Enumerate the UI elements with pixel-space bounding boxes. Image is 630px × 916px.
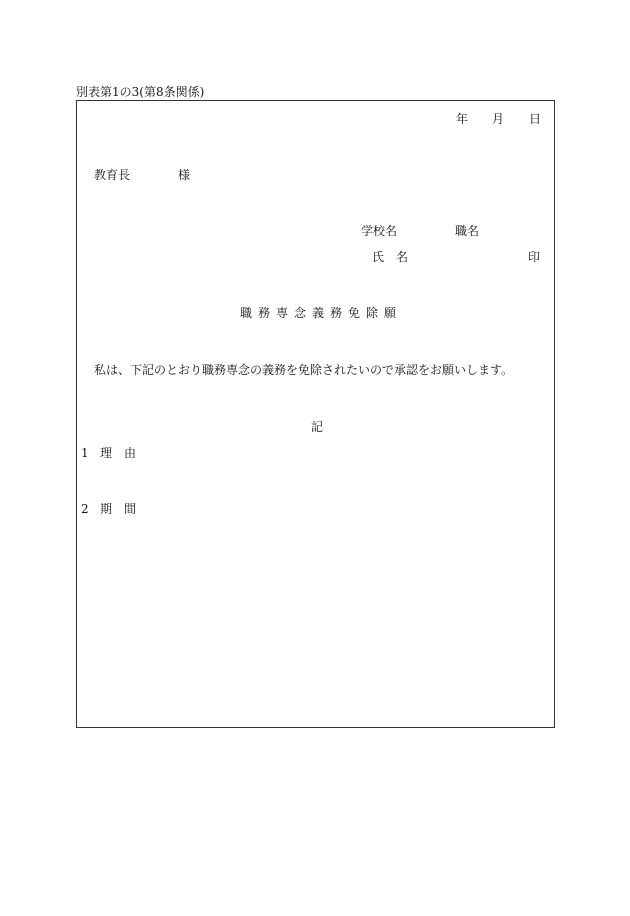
- addressee-title: 教育長: [94, 168, 131, 182]
- form-number-label: 別表第1の3(第8条関係): [76, 85, 205, 99]
- document-title: 職務専念義務免除願: [240, 306, 403, 320]
- addressee-honorific: 様: [178, 168, 191, 182]
- item-number-period: 2: [81, 502, 89, 516]
- item-label-period-second-char: 間: [124, 502, 137, 516]
- item-label-reason-first-char: 理: [100, 446, 113, 460]
- note-heading: 記: [311, 420, 324, 434]
- name-label-first-char: 氏: [372, 250, 385, 264]
- date-year-label: 年: [456, 112, 469, 126]
- date-day-label: 日: [529, 112, 542, 126]
- form-frame: [76, 100, 555, 728]
- name-label-second-char: 名: [396, 250, 409, 264]
- position-label: 職名: [455, 224, 480, 238]
- date-month-label: 月: [492, 112, 505, 126]
- item-label-period-first-char: 期: [100, 502, 113, 516]
- item-number-reason: 1: [81, 446, 89, 460]
- item-label-reason-second-char: 由: [124, 446, 137, 460]
- seal-mark: 印: [528, 250, 541, 264]
- school-name-label: 学校名: [361, 224, 398, 238]
- request-body-text: 私は、下記のとおり職務専念の義務を免除されたいので承認をお願いします。: [94, 363, 514, 377]
